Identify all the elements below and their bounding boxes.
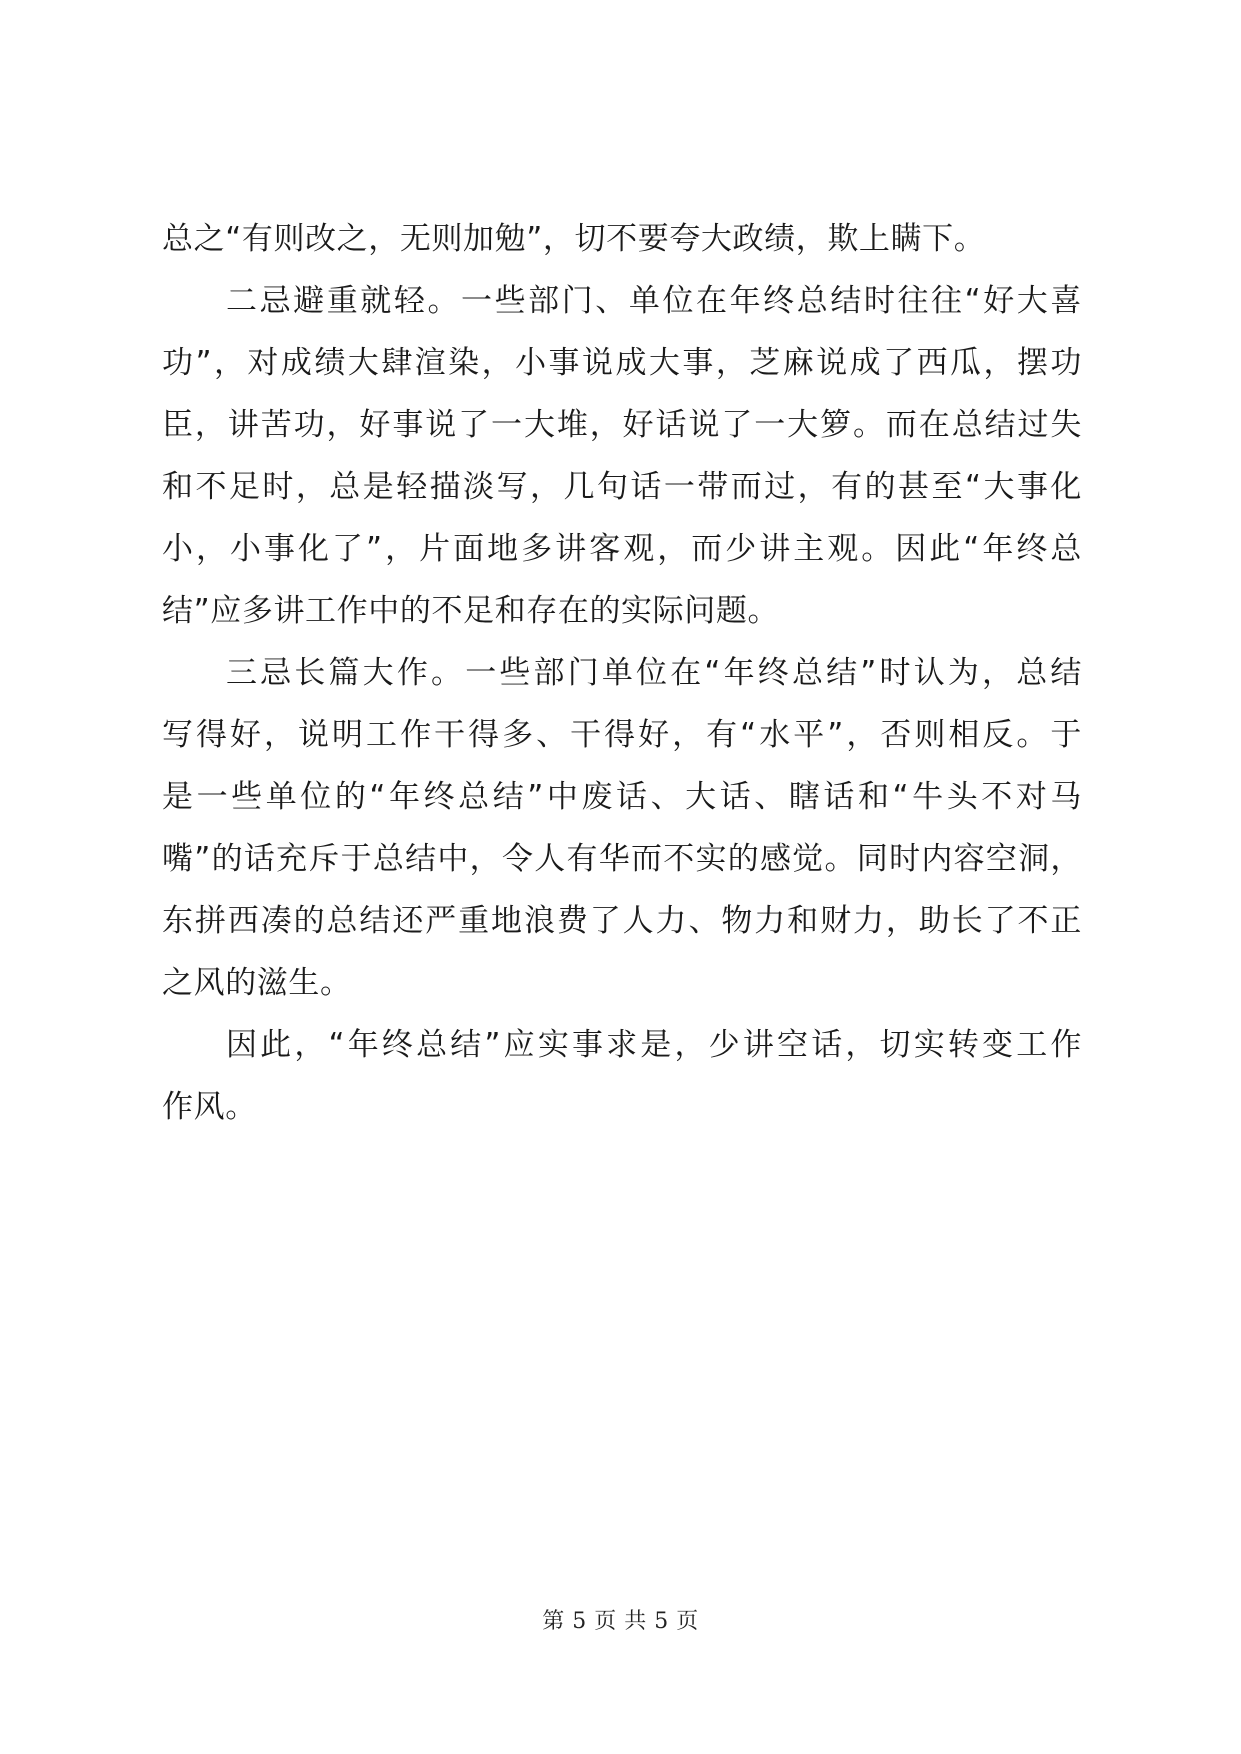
paragraph-line: 之风的滋生。 [162,965,352,1001]
page-number-footer: 第 5 页 共 5 页 [542,1609,699,1634]
paragraph-line: 东拼西凑的总结还严重地浪费了人力、物力和财力，助长了不正 [162,903,1082,939]
paragraph-line: 小，小事化了”，片面地多讲客观，而少讲主观。因此“年终总 [162,531,1082,567]
paragraph-line: 臣，讲苦功，好事说了一大堆，好话说了一大箩。而在总结过失 [162,407,1082,443]
paragraph-line: 作风。 [162,1089,257,1125]
paragraph-line: 功”，对成绩大肆渲染，小事说成大事，芝麻说成了西瓜，摆功 [162,345,1082,381]
paragraph-line: 和不足时，总是轻描淡写，几句话一带而过，有的甚至“大事化 [162,469,1082,505]
paragraph-line: 三忌长篇大作。一些部门单位在“年终总结”时认为，总结 [226,655,1082,691]
paragraph-line: 因此，“年终总结”应实事求是，少讲空话，切实转变工作 [226,1027,1082,1063]
paragraph-line: 写得好，说明工作干得多、干得好，有“水平”，否则相反。于 [162,717,1082,753]
paragraph-line: 是一些单位的“年终总结”中废话、大话、瞎话和“牛头不对马 [162,779,1082,815]
paragraph-line: 二忌避重就轻。一些部门、单位在年终总结时往往“好大喜 [226,283,1082,319]
paragraph-line: 嘴”的话充斥于总结中，令人有华而不实的感觉。同时内容空洞， [162,841,1082,877]
paragraph-line: 结”应多讲工作中的不足和存在的实际问题。 [162,593,780,629]
paragraph-line: 总之“有则改之，无则加勉”，切不要夸大政绩，欺上瞒下。 [162,221,986,257]
document-body [162,208,1082,1138]
